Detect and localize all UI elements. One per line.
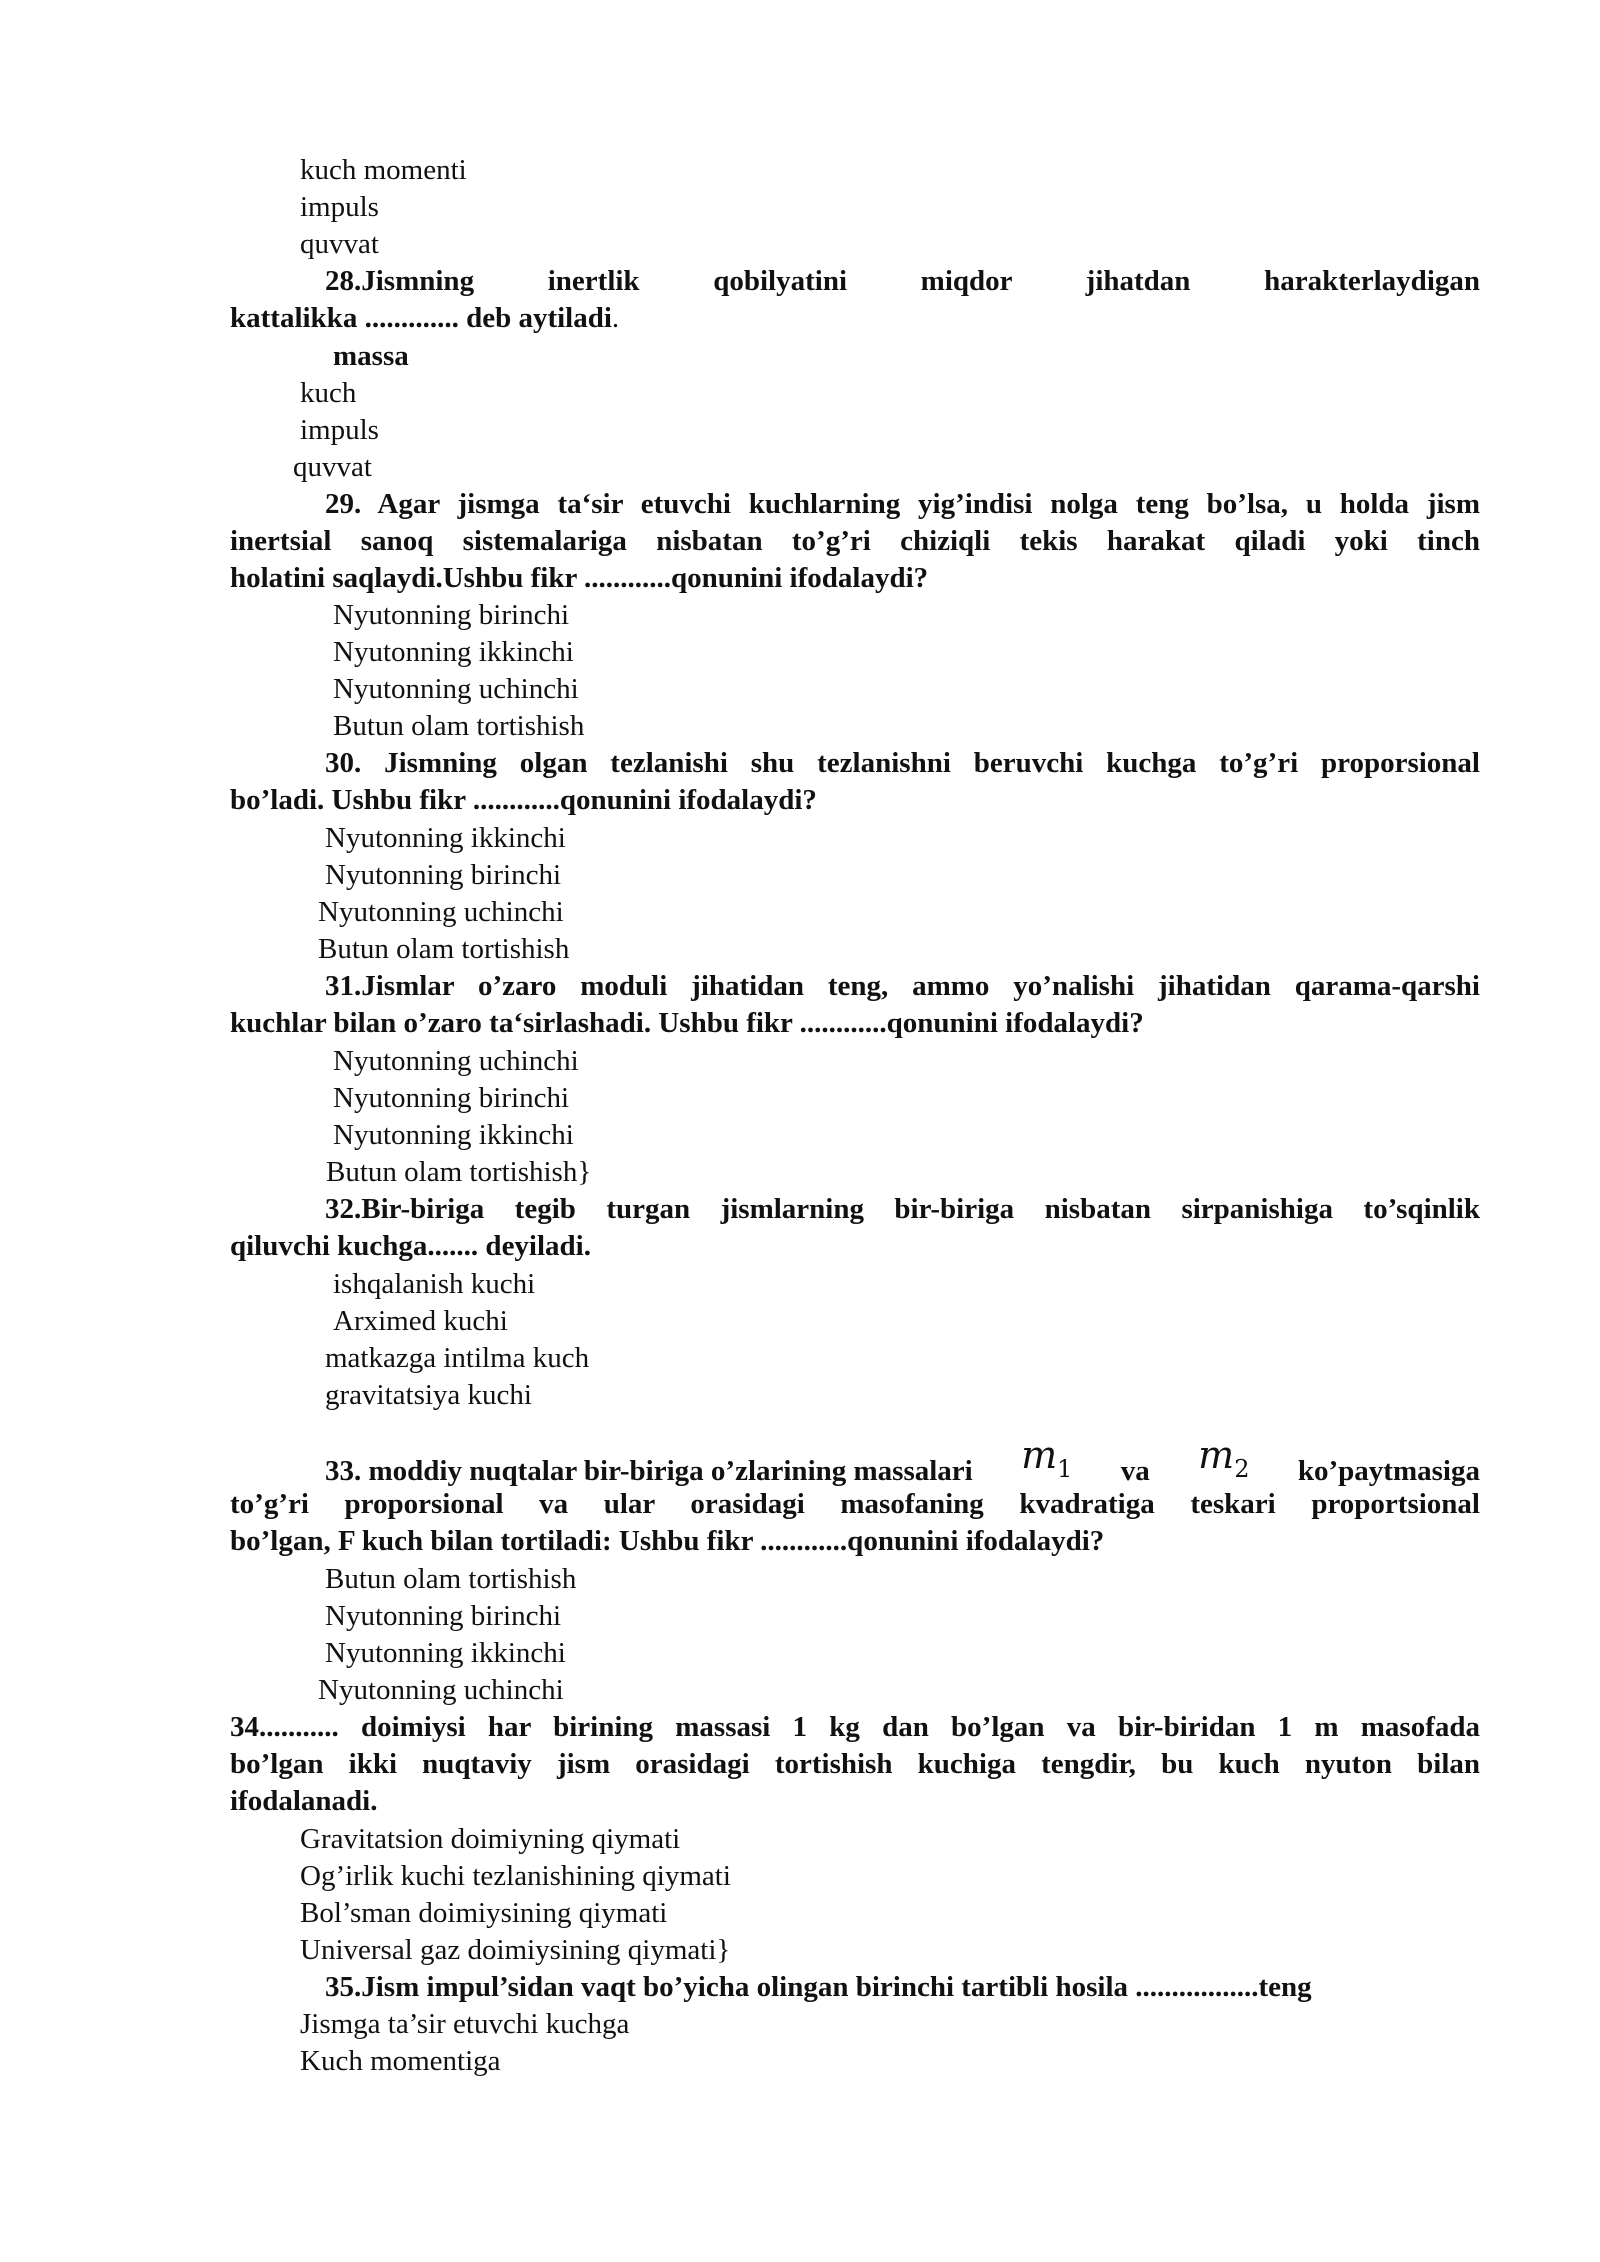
answer-option: Bol’sman doimiysining qiymati [300,1897,668,1929]
answer-option: Butun olam tortishish [325,1563,577,1595]
answer-option: Arximed kuchi [333,1305,508,1337]
question-32-line-2: qiluvchi kuchga....... deyiladi. [230,1230,591,1262]
answer-option: Og’irlik kuchi tezlanishining qiymati [300,1860,731,1892]
question-33-line-1: 33. moddiy nuqtalar bir-biriga o’zlarining massalari $m_1$ va $m_2$ ko’paytmasiga [325,1433,1480,1487]
question-32-line-1: 32.Bir-biriga tegib turgan jismlarning bir-biriga nisbatan sirpanishiga to’sqinlik [325,1193,1480,1225]
answer-option: Nyutonning uchinchi [318,1674,564,1706]
answer-option: Nyutonning uchinchi [333,673,579,705]
answer-option: Nyutonning ikkinchi [333,636,574,668]
answer-option: Nyutonning ikkinchi [333,1119,574,1151]
answer-option-correct: massa [333,340,409,372]
answer-option: Nyutonning birinchi [325,1600,562,1632]
answer-option: Nyutonning uchinchi [318,896,564,928]
question-28-line-2: kattalikka ............. deb aytiladi. [230,302,620,334]
answer-option: impuls [300,191,379,223]
answer-option: Gravitatsion doimiyning qiymati [300,1823,681,1855]
answer-option: kuch [300,377,357,409]
answer-option: matkazga intilma kuch [325,1342,590,1374]
answer-option: quvvat [293,451,372,483]
answer-option: Nyutonning birinchi [333,599,570,631]
answer-option: Jismga ta’sir etuvchi kuchga [300,2008,630,2040]
answer-option: Butun olam tortishish [318,933,570,965]
answer-option: Universal gaz doimiysining qiymati} [300,1934,731,1966]
mass-m1-formula: $m_1$ [1021,1433,1073,1483]
question-31-line-1: 31.Jismlar o’zaro moduli jihatidan teng, ammo yo’nalishi jihatidan qarama-qarshi [325,970,1480,1002]
answer-option: impuls [300,414,379,446]
answer-option: Nyutonning birinchi [333,1082,570,1114]
answer-option: Kuch momentiga [300,2045,501,2077]
question-30-line-2: bo’ladi. Ushbu fikr ............qonunini ifodalaydi? [230,784,817,816]
question-33-line-2: to’g’ri proporsional va ular orasidagi masofaning kvadratiga teskari proportsional [230,1488,1480,1520]
question-29-line-3: holatini saqlaydi.Ushbu fikr ............qonunini ifodalaydi? [230,562,929,594]
answer-option: Nyutonning ikkinchi [325,1637,566,1669]
answer-option: Nyutonning ikkinchi [325,822,566,854]
answer-option: ishqalanish kuchi [333,1268,536,1300]
question-33-line-3: bo’lgan, F kuch bilan tortiladi: Ushbu fikr ............qonunini ifodalaydi? [230,1525,1105,1557]
question-34-line-1: 34........... doimiysi har birining massasi 1 kg dan bo’lgan va bir-biridan 1 m masofada [230,1711,1480,1743]
mass-m2-formula: $m_2$ [1198,1433,1250,1483]
answer-option: kuch momenti [300,154,467,186]
question-29-line-1: 29. Agar jismga ta‘sir etuvchi kuchlarning yig’indisi nolga teng bo’lsa, u holda jism [325,488,1480,520]
answer-option: Butun olam tortishish [333,710,585,742]
answer-option: quvvat [300,228,379,260]
answer-option: Nyutonning uchinchi [333,1045,579,1077]
answer-option: Nyutonning birinchi [325,859,562,891]
answer-option: gravitatsiya kuchi [325,1379,532,1411]
question-35-line-1: 35.Jism impul’sidan vaqt bo’yicha olingan birinchi tartibli hosila .................teng [325,1971,1312,2003]
question-31-line-2: kuchlar bilan o’zaro ta‘sirlashadi. Ushbu fikr ............qonunini ifodalaydi? [230,1007,1144,1039]
answer-option: Butun olam tortishish} [326,1156,592,1188]
question-34-line-3: ifodalanadi. [230,1785,378,1817]
question-34-line-2: bo’lgan ikki nuqtaviy jism orasidagi tortishish kuchiga tengdir, bu kuch nyuton bilan [230,1748,1480,1780]
question-30-line-1: 30. Jismning olgan tezlanishi shu tezlanishni beruvchi kuchga to’g’ri proporsional [325,747,1480,779]
question-28-line-1: 28.Jismning inertlik qobilyatini miqdor jihatdan harakterlaydigan [325,265,1480,297]
question-29-line-2: inertsial sanoq sistemalariga nisbatan to’g’ri chiziqli tekis harakat qiladi yoki tinch [230,525,1480,557]
